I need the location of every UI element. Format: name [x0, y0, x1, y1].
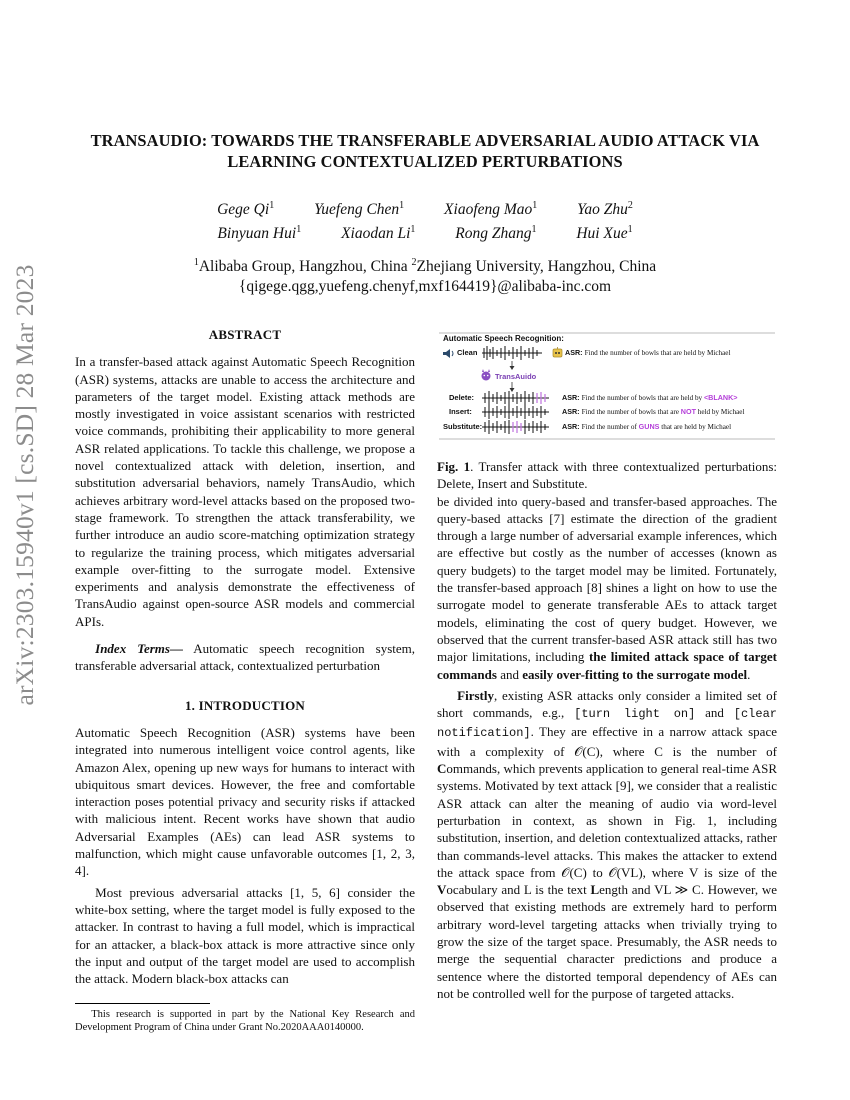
authors-row-2: [60, 220, 790, 244]
delete-row-label: Delete:: [449, 393, 475, 402]
arrow-head: [510, 388, 515, 392]
substitute-waveform: [482, 420, 549, 434]
authors-row-1: [60, 196, 790, 220]
substitute-asr-output: ASR: Find the number of GUNS that are held by Michael: [562, 422, 732, 431]
intro-paragraph-1: Automatic Speech Recognition (ASR) systems have been integrated into numerous intelligent voice control agents, like Amazon Alex, opening up new ways for humans to interact with ubiquitous smart devices. However, the free and comfortable interaction poses potential privacy and security risks if attacked with malicious intent. Recent works have shown that audio Adversarial Examples (AEs) can lead ASR systems to malfunction, which might cause unfavorable outcomes [1, 2, 3, 4].: [75, 724, 415, 879]
author-list: [60, 196, 790, 244]
author-emails: {qigege.qgg,yuefeng.chenyf,mxf164419}@alibaba-inc.com: [238, 278, 612, 296]
affiliation-line: $^1$Alibaba Group, Hangzhou, China $^2$Zhejiang University, Hangzhou, China: [193, 257, 657, 276]
insert-row-label: Insert:: [449, 407, 472, 416]
index-terms: Index Terms— Automatic speech recognition system, transferable adversarial attack, contextualized perturbation: [75, 641, 416, 674]
substitute-row-label: Substitute:: [443, 422, 483, 431]
title-line-1: TRANSAUDIO: TOWARDS THE TRANSFERABLE ADVERSARIAL AUDIO ATTACK VIA: [90, 131, 760, 150]
footnote-rule: [75, 1003, 210, 1004]
clean-asr-output: ASR: Find the number of bowls that are held by Michael: [565, 348, 731, 357]
intro-paragraph-2: Most previous adversarial attacks [1, 5, 6] consider the white-box setting, where the target model is fully exposed to the attacker. In contrast to having a full model, which is impractical for an attacker, a black-box attack is more attractive since only the input and output of the target model are used to accomplish the attack. Modern black-box attacks can: [75, 884, 415, 987]
author: Gege Qi$^1$: [217, 200, 275, 219]
abstract-text: In a transfer-based attack against Automatic Speech Recognition (ASR) systems, attacks are unable to access the architecture and parameters of the target model. Existing attack methods are mostly investigated in voice assistant scenarios with restricted voice commands, prohibiting their applicability to more general ASR related applications. To tackle this challenge, we propose a novel contextualized attack with deletion, insertion, and substitution adversarial behaviors, namely TransAudio, which achieves arbitrary word-level attacks based on the proposed two-stage framework. To strengthen the attack transferability, we further introduce an audio score-matching optimization strategy to regularize the training process, which mitigates adversarial example over-fitting to the surrogate model. Extensive experiments and analysis demonstrate the effectiveness of TransAudio against open-source ASR models and commercial APIs.: [75, 354, 415, 629]
right-paragraph-1: be divided into query-based and transfer-based approaches. The query-based attacks [7] estimate the direction of the gradient through a large number of adversarial example inferences, which are effective but costly as the number of accesses (known as query budgets) to the target model may be limited. Fortunately, the transfer-based approach [8] shines a light on how to use the surrogate model to generate transferable AEs to attack target models, eliminating the cost of query budget. However, we observed that the current transfer-based ASR attack still has two major limitations, including the limited attack space of target commands and easily over-fitting to the surrogate model.: [437, 493, 777, 682]
clean-waveform: [482, 346, 542, 360]
abstract-heading: ABSTRACT: [208, 327, 282, 342]
intro-heading: 1. INTRODUCTION: [184, 697, 305, 713]
figure-caption: Fig. 1. Transfer attack with three contextualized perturbations: Delete, Insert and Substitute.: [437, 459, 777, 492]
model-name: TransAuido: [495, 372, 537, 381]
delete-asr-output: ASR: Find the number of bowls that are held by <BLANK>: [562, 393, 738, 402]
footnote: This research is supported in part by the National Key Research and Development Program of China under Grant No.2020AAA0140000.: [75, 1009, 415, 1034]
author: Hui Xue$^1$: [576, 224, 633, 243]
title-line-2: LEARNING CONTEXTUALIZED PERTURBATIONS: [227, 152, 623, 171]
figure-header: Automatic Speech Recognition:: [443, 334, 564, 343]
insert-asr-output: ASR: Find the number of bowls that are NOT held by Michael: [562, 407, 745, 416]
right-column: [437, 458, 777, 1002]
author: Xiaodan Li$^1$: [341, 224, 416, 243]
author: Rong Zhang$^1$: [455, 224, 537, 243]
figure-1: [437, 332, 777, 440]
author: Xiaofeng Mao$^1$: [444, 200, 538, 219]
affiliations: [60, 253, 790, 297]
author: Binyuan Hui$^1$: [217, 224, 302, 243]
paper-title: [60, 130, 790, 172]
devil-icon: [482, 369, 491, 381]
arxiv-stamp: [5, 264, 45, 706]
author: Yuefeng Chen$^1$: [314, 200, 405, 219]
asr-robot-icon: [553, 347, 562, 357]
left-column: [75, 326, 415, 1034]
delete-waveform: [482, 391, 549, 405]
author: Yao Zhu$^2$: [577, 200, 633, 219]
right-paragraph-2: Firstly, existing ASR attacks only consider a limited set of short commands, e.g., [turn light on] and [clear notification]. They are effective in a narrow attack space with a complexity of 𝒪(C), where C is the number of Commands, which prevents application to general real-time ASR systems. Motivated by text attack [9], we consider that a realistic ASR attack can alter the meaning of audio via word-level perturbation in context, as shown in Fig. 1, including substitution, insertion, and deletion contextualized attacks, rather than commands-level attacks. This makes the attacker to extend the attack space from 𝒪(C) to 𝒪(VL), where V is size of the Vocabulary and L is the text Length and VL ≫ C. However, we observed that existing methods are extremely hard to perform arbitrary word-level targeting attacks when trivially trying to grow the size of the target space. Presumably, the ASR needs to merge the sequential character predictions and produce a sentence where the distorted temporal dependency of AEs can not be controlled well for the purpose of targeted attacks.: [437, 687, 778, 1001]
speaker-icon: [443, 349, 453, 358]
insert-waveform: [482, 405, 549, 419]
arrow-head: [510, 366, 515, 370]
clean-label: Clean: [457, 348, 478, 357]
arxiv-identifier: arXiv:2303.15940v1 [cs.SD] 28 Mar 2023: [10, 264, 39, 706]
